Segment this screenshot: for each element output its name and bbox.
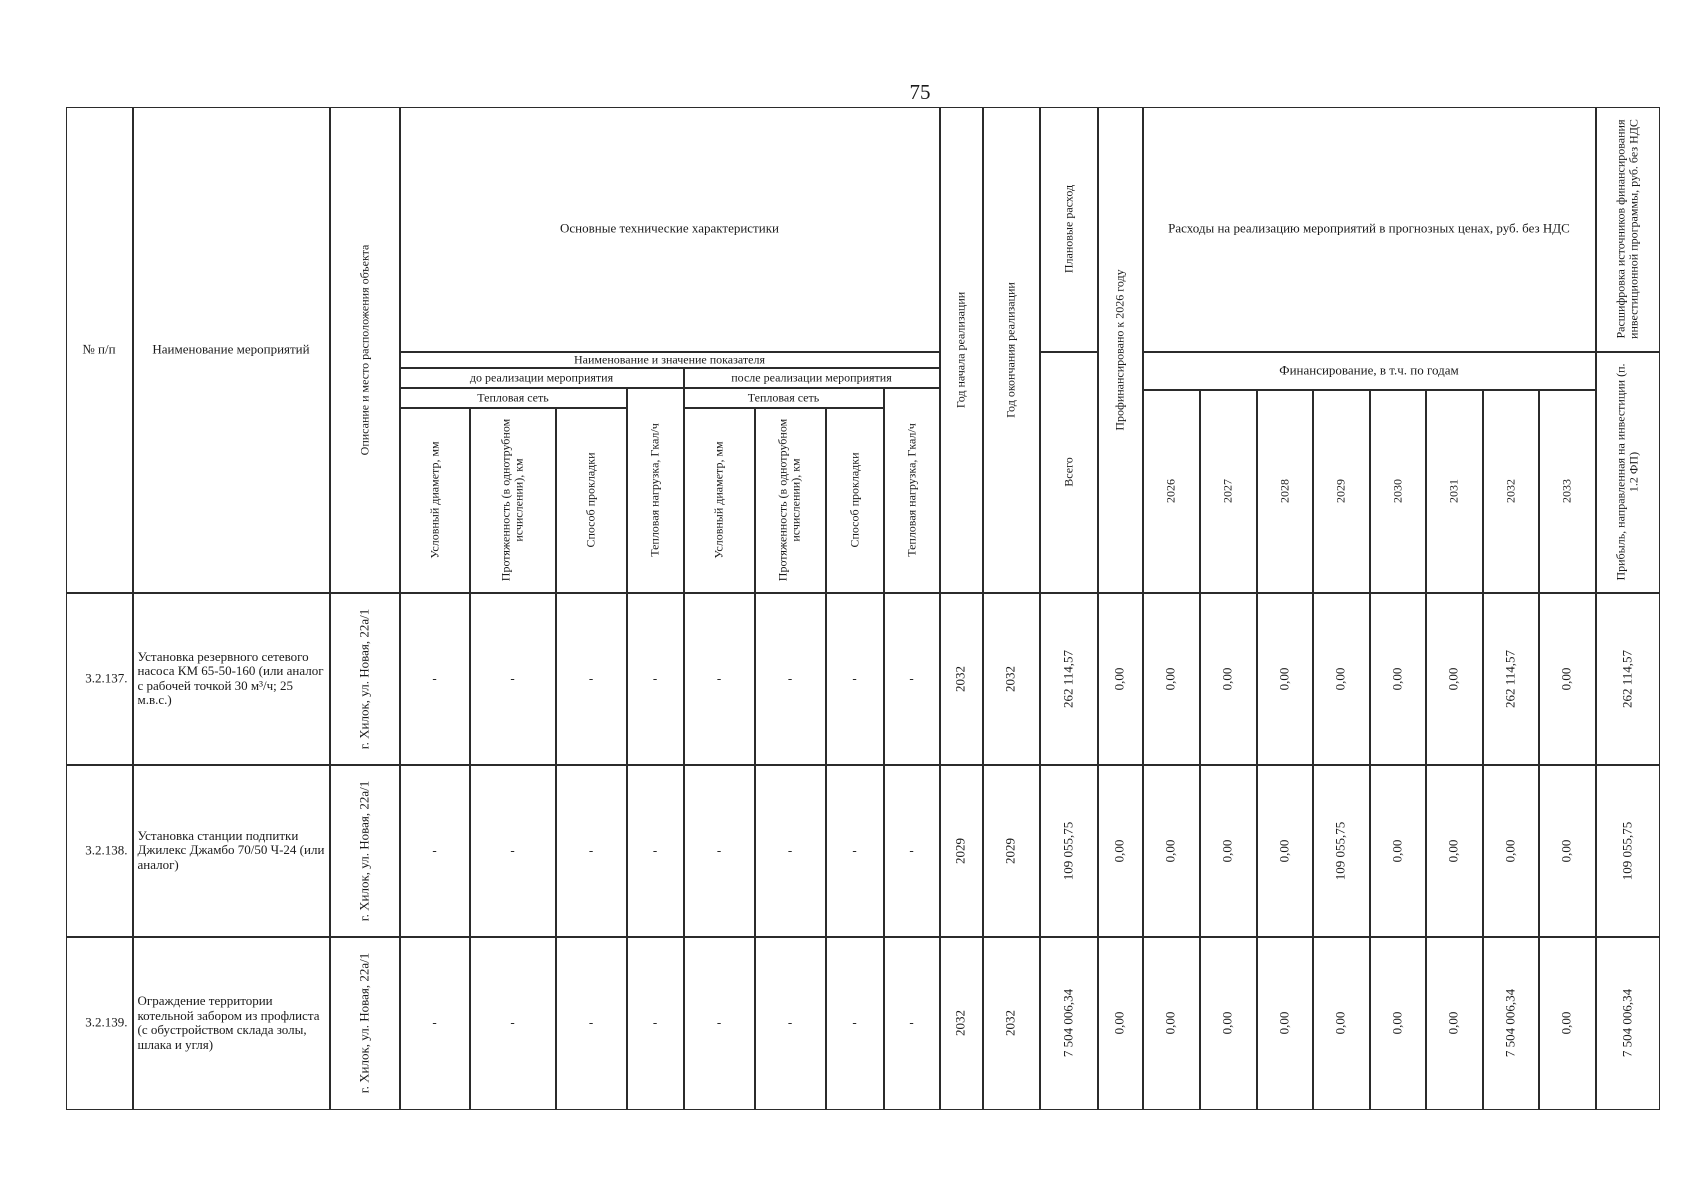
row-year-value bbox=[1539, 937, 1596, 1110]
header-diameter-before bbox=[400, 408, 470, 593]
row-year-value bbox=[1370, 937, 1426, 1110]
row-tech-value bbox=[470, 765, 556, 937]
header-prefin bbox=[1098, 107, 1143, 593]
row-tech-value-text: - bbox=[852, 670, 857, 686]
header-year-2029 bbox=[1313, 390, 1370, 593]
row-total-text: 109 055,75 bbox=[1060, 821, 1076, 880]
row-tech-value bbox=[556, 937, 627, 1110]
row-tech-value bbox=[627, 593, 684, 765]
row-name bbox=[133, 593, 330, 765]
row-year-start-text: 2029 bbox=[952, 837, 968, 864]
header-year-2027 bbox=[1200, 390, 1257, 593]
row-tech-value-text: - bbox=[909, 670, 914, 686]
header-diameter-after bbox=[684, 408, 755, 593]
row-profit-text: 7 504 006,34 bbox=[1619, 988, 1635, 1058]
row-year-start bbox=[940, 765, 983, 937]
row-tech-value bbox=[470, 593, 556, 765]
row-num-text: 3.2.137. bbox=[85, 670, 128, 686]
header-total-text: Всего bbox=[1060, 457, 1075, 487]
row-tech-value-text: - bbox=[588, 842, 594, 858]
row-tech-value-text: - bbox=[588, 670, 594, 686]
header-expenses-text: Расходы на реализацию мероприятий в прогнозных ценах, руб. без НДС bbox=[1168, 220, 1570, 236]
header-method-after bbox=[826, 408, 884, 593]
row-prefin bbox=[1098, 593, 1143, 765]
header-before-text: до реализации мероприятия bbox=[469, 369, 614, 384]
header-year-2028 bbox=[1257, 390, 1313, 593]
row-location-text: г. Хилок, ул. Новая, 22а/1 bbox=[356, 952, 372, 1094]
row-year-value bbox=[1313, 937, 1370, 1110]
header-indicator-text: Наименование и значение показателя bbox=[574, 351, 765, 366]
row-tech-value-text: - bbox=[852, 842, 857, 858]
row-year-end-text: 2032 bbox=[1002, 1010, 1018, 1036]
row-tech-value bbox=[884, 593, 940, 765]
row-year-value-text: 0,00 bbox=[1389, 1011, 1405, 1035]
header-after-text: после реализации мероприятия bbox=[731, 369, 892, 384]
header-profit-text: Прибыль, направленная на инвестиции (п. 1.2 ФП) bbox=[1613, 363, 1641, 581]
header-year-2032 bbox=[1483, 390, 1539, 593]
row-year-end bbox=[983, 937, 1040, 1110]
row-tech-value bbox=[684, 765, 755, 937]
row-tech-value-text: - bbox=[510, 1014, 515, 1030]
row-tech-value bbox=[470, 937, 556, 1110]
row-tech-value bbox=[556, 593, 627, 765]
row-year-value-text: 0,00 bbox=[1445, 667, 1461, 690]
row-profit bbox=[1596, 593, 1660, 765]
row-tech-value-text: - bbox=[432, 670, 437, 686]
header-method-before-text: Способ прокладки bbox=[583, 452, 598, 548]
row-profit-text: 262 114,57 bbox=[1619, 649, 1635, 708]
row-year-value bbox=[1539, 765, 1596, 937]
row-year-value-text: 109 055,75 bbox=[1332, 821, 1348, 880]
header-sources bbox=[1596, 107, 1660, 352]
row-year-value bbox=[1426, 765, 1483, 937]
row-year-value-text: 0,00 bbox=[1332, 1011, 1348, 1035]
row-tech-value bbox=[826, 765, 884, 937]
header-year-2026 bbox=[1143, 390, 1200, 593]
row-num bbox=[66, 937, 133, 1110]
row-year-value bbox=[1539, 593, 1596, 765]
header-load-after bbox=[884, 388, 940, 593]
row-prefin bbox=[1098, 937, 1143, 1110]
row-tech-value bbox=[755, 937, 826, 1110]
row-name-text: Установка резервного сетевого насоса КМ 65-50-160 (или аналог с рабочей точкой 30 м³/ч; 25 м.в.с.) bbox=[137, 648, 324, 708]
header-prefin-text: Профинансировано к 2026 году bbox=[1112, 268, 1127, 431]
header-diameter-before-text: Условный диаметр, мм bbox=[426, 441, 441, 559]
row-year-value bbox=[1426, 937, 1483, 1110]
row-tech-value-text: - bbox=[909, 842, 914, 858]
header-year-2027-text: 2027 bbox=[1220, 479, 1235, 503]
row-year-value-text: 0,00 bbox=[1162, 839, 1178, 862]
row-year-value-text: 0,00 bbox=[1276, 839, 1292, 862]
row-tech-value bbox=[627, 937, 684, 1110]
row-year-value-text: 0,00 bbox=[1162, 1011, 1178, 1035]
header-financing bbox=[1143, 352, 1596, 390]
row-tech-value bbox=[826, 593, 884, 765]
row-year-value bbox=[1143, 937, 1200, 1110]
row-tech-value bbox=[755, 765, 826, 937]
row-year-start-text: 2032 bbox=[952, 1010, 968, 1036]
row-total bbox=[1040, 765, 1098, 937]
header-year-2033-text: 2033 bbox=[1559, 479, 1574, 503]
row-tech-value-text: - bbox=[432, 1014, 437, 1030]
row-location bbox=[330, 593, 400, 765]
row-year-value-text: 0,00 bbox=[1558, 839, 1574, 862]
header-year-2029-text: 2029 bbox=[1333, 479, 1348, 503]
header-year-start-text: Год начала реализации bbox=[953, 291, 968, 408]
header-year-2030-text: 2030 bbox=[1389, 479, 1404, 503]
row-prefin-text: 0,00 bbox=[1111, 1011, 1127, 1035]
row-tech-value-text: - bbox=[852, 1014, 857, 1030]
row-tech-value bbox=[884, 765, 940, 937]
header-year-2031 bbox=[1426, 390, 1483, 593]
row-year-value bbox=[1370, 765, 1426, 937]
row-profit bbox=[1596, 765, 1660, 937]
row-year-value-text: 0,00 bbox=[1445, 839, 1461, 862]
header-method-after-text: Способ прокладки bbox=[846, 452, 861, 548]
row-year-end-text: 2029 bbox=[1002, 837, 1018, 864]
header-indicator bbox=[400, 352, 940, 368]
row-year-end bbox=[983, 593, 1040, 765]
header-profit bbox=[1596, 352, 1660, 593]
row-tech-value bbox=[400, 937, 470, 1110]
row-tech-value-text: - bbox=[787, 842, 793, 858]
row-year-value bbox=[1313, 593, 1370, 765]
header-name bbox=[133, 107, 330, 593]
header-load-before-text: Тепловая нагрузка, Гкал/ч bbox=[647, 423, 662, 557]
header-tech bbox=[400, 107, 940, 352]
header-name-text: Наименование мероприятий bbox=[152, 341, 310, 357]
header-load-after-text: Тепловая нагрузка, Гкал/ч bbox=[903, 423, 918, 557]
row-tech-value-text: - bbox=[716, 670, 722, 686]
row-tech-value-text: - bbox=[588, 1014, 594, 1030]
header-year-start bbox=[940, 107, 983, 593]
header-expenses bbox=[1143, 107, 1596, 352]
row-year-value bbox=[1257, 937, 1313, 1110]
row-year-value-text: 0,00 bbox=[1502, 839, 1518, 862]
page-number: 75 bbox=[909, 80, 931, 104]
row-tech-value bbox=[826, 937, 884, 1110]
header-year-end bbox=[983, 107, 1040, 593]
row-year-value bbox=[1200, 937, 1257, 1110]
header-before bbox=[400, 368, 684, 388]
row-tech-value-text: - bbox=[432, 842, 437, 858]
row-year-end-text: 2032 bbox=[1002, 665, 1018, 692]
row-tech-value bbox=[627, 765, 684, 937]
header-length-before bbox=[470, 408, 556, 593]
row-total bbox=[1040, 937, 1098, 1110]
header-heat-net-after bbox=[684, 388, 884, 408]
row-num-text: 3.2.139. bbox=[85, 1014, 128, 1030]
row-year-value-text: 0,00 bbox=[1162, 667, 1178, 690]
header-year-end-text: Год окончания реализации bbox=[1003, 281, 1018, 418]
row-profit-text: 109 055,75 bbox=[1619, 821, 1635, 880]
header-location bbox=[330, 107, 400, 593]
row-tech-value-text: - bbox=[787, 670, 793, 686]
row-prefin-text: 0,00 bbox=[1111, 839, 1127, 862]
row-tech-value-text: - bbox=[716, 842, 722, 858]
row-year-start bbox=[940, 593, 983, 765]
row-tech-value-text: - bbox=[716, 1014, 722, 1030]
row-year-value bbox=[1257, 765, 1313, 937]
row-year-value bbox=[1200, 593, 1257, 765]
header-heat-net-before-text: Тепловая сеть bbox=[477, 389, 549, 404]
row-total bbox=[1040, 593, 1098, 765]
header-year-2028-text: 2028 bbox=[1276, 479, 1291, 503]
row-num-text: 3.2.138. bbox=[85, 842, 128, 858]
header-num-text: № п/п bbox=[82, 341, 116, 357]
row-name bbox=[133, 937, 330, 1110]
row-year-value-text: 0,00 bbox=[1276, 667, 1292, 690]
row-year-value bbox=[1483, 593, 1539, 765]
row-year-value-text: 0,00 bbox=[1219, 667, 1235, 690]
row-location bbox=[330, 937, 400, 1110]
row-year-value-text: 0,00 bbox=[1389, 839, 1405, 862]
header-year-2031-text: 2031 bbox=[1446, 479, 1461, 503]
row-year-value bbox=[1483, 765, 1539, 937]
header-year-2026-text: 2026 bbox=[1163, 479, 1178, 503]
header-financing-text: Финансирование, в т.ч. по годам bbox=[1279, 362, 1459, 378]
row-name-text: Ограждение территории котельной забором из профлиста (с обустройством склада золы, шлака и угля) bbox=[137, 992, 320, 1052]
row-location-text: г. Хилок, ул. Новая, 22а/1 bbox=[356, 780, 372, 921]
row-year-value-text: 0,00 bbox=[1445, 1011, 1461, 1035]
row-year-end bbox=[983, 765, 1040, 937]
header-sources-text: Расшифровка источников финансирования инвестиционной программы, руб. без НДС bbox=[1613, 119, 1641, 339]
header-location-text: Описание и место расположения объекта bbox=[356, 244, 371, 455]
row-tech-value bbox=[884, 937, 940, 1110]
row-year-value bbox=[1257, 593, 1313, 765]
row-name bbox=[133, 765, 330, 937]
header-num bbox=[66, 107, 133, 593]
header-year-2030 bbox=[1370, 390, 1426, 593]
row-year-value bbox=[1200, 765, 1257, 937]
row-prefin bbox=[1098, 765, 1143, 937]
row-tech-value-text: - bbox=[909, 1014, 914, 1030]
row-year-value bbox=[1426, 593, 1483, 765]
header-year-2032-text: 2032 bbox=[1502, 479, 1517, 503]
row-prefin-text: 0,00 bbox=[1111, 667, 1127, 690]
row-location-text: г. Хилок, ул. Новая, 22а/1 bbox=[356, 608, 372, 749]
row-num bbox=[66, 593, 133, 765]
row-tech-value-text: - bbox=[510, 842, 515, 858]
row-tech-value bbox=[400, 765, 470, 937]
row-tech-value bbox=[755, 593, 826, 765]
row-tech-value bbox=[684, 937, 755, 1110]
header-total bbox=[1040, 352, 1098, 593]
row-year-value-text: 0,00 bbox=[1219, 1011, 1235, 1035]
row-year-value-text: 7 504 006,34 bbox=[1502, 988, 1518, 1058]
header-heat-net-after-text: Тепловая сеть bbox=[747, 389, 820, 404]
row-year-value-text: 0,00 bbox=[1276, 1011, 1292, 1035]
row-tech-value bbox=[684, 593, 755, 765]
row-year-value bbox=[1313, 765, 1370, 937]
row-year-value bbox=[1370, 593, 1426, 765]
header-year-2033 bbox=[1539, 390, 1596, 593]
row-year-value bbox=[1143, 593, 1200, 765]
row-year-value-text: 0,00 bbox=[1389, 667, 1405, 690]
header-length-before-text: Протяженность (в однотрубном исчислении), км bbox=[498, 418, 526, 582]
row-num bbox=[66, 765, 133, 937]
row-year-value-text: 0,00 bbox=[1558, 1011, 1574, 1035]
row-name-text: Установка станции подпитки Джилекс Джамбо 70/50 Ч-24 (или аналог) bbox=[137, 827, 325, 872]
header-after bbox=[684, 368, 940, 388]
header-planned-text: Плановые расход bbox=[1060, 184, 1075, 274]
row-tech-value bbox=[400, 593, 470, 765]
header-load-before bbox=[627, 388, 684, 593]
row-tech-value-text: - bbox=[652, 670, 658, 686]
row-tech-value-text: - bbox=[652, 842, 658, 858]
header-heat-net-before bbox=[400, 388, 627, 408]
row-year-value-text: 262 114,57 bbox=[1502, 649, 1518, 708]
row-tech-value-text: - bbox=[510, 670, 515, 686]
row-tech-value bbox=[556, 765, 627, 937]
header-planned bbox=[1040, 107, 1098, 352]
row-year-value bbox=[1143, 765, 1200, 937]
row-tech-value-text: - bbox=[787, 1014, 793, 1030]
row-total-text: 262 114,57 bbox=[1060, 649, 1076, 708]
row-year-start bbox=[940, 937, 983, 1110]
row-profit bbox=[1596, 937, 1660, 1110]
header-method-before bbox=[556, 408, 627, 593]
row-year-value-text: 0,00 bbox=[1558, 667, 1574, 690]
row-location bbox=[330, 765, 400, 937]
row-year-start-text: 2032 bbox=[952, 665, 968, 692]
header-diameter-after-text: Условный диаметр, мм bbox=[711, 441, 726, 559]
row-total-text: 7 504 006,34 bbox=[1060, 988, 1076, 1058]
header-tech-text: Основные технические характеристики bbox=[560, 220, 779, 236]
header-length-after bbox=[755, 408, 826, 593]
row-year-value-text: 0,00 bbox=[1219, 839, 1235, 862]
header-length-after-text: Протяженность (в однотрубном исчислении), км bbox=[775, 418, 803, 582]
row-year-value-text: 0,00 bbox=[1332, 667, 1348, 690]
row-tech-value-text: - bbox=[652, 1014, 658, 1030]
row-year-value bbox=[1483, 937, 1539, 1110]
